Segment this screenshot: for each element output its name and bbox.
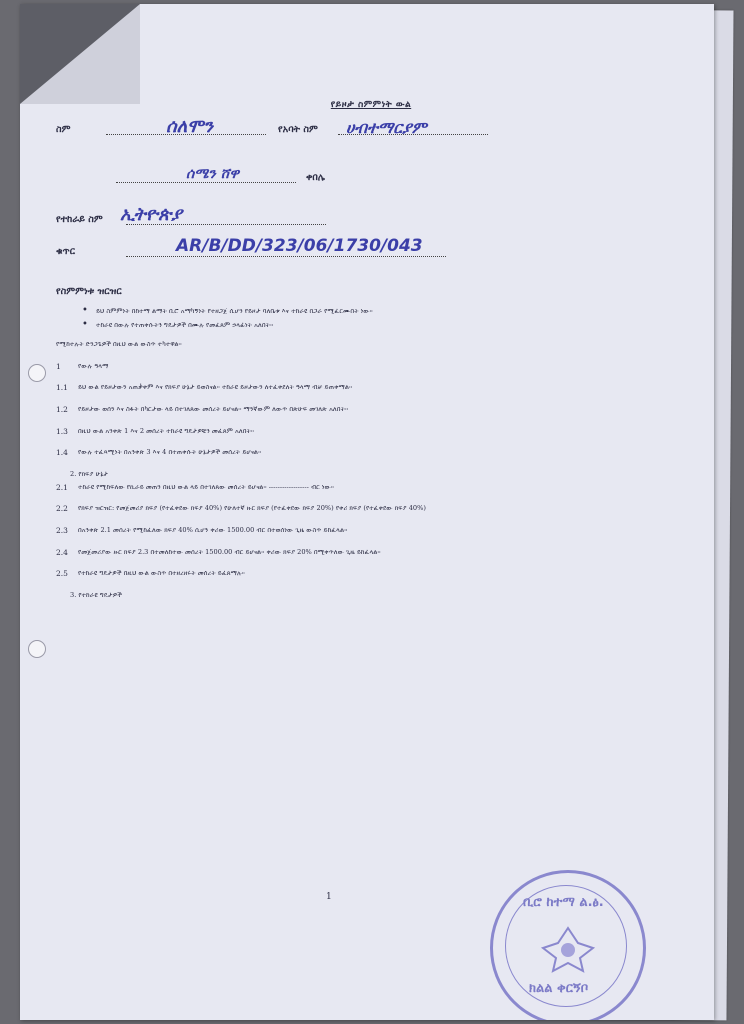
intro-text: የሚከተሉት ድንጋጌዎች በዚህ ውል ውስጥ ተካተዋል፡፡ xyxy=(56,340,182,349)
punch-hole-bottom xyxy=(28,640,46,658)
paragraph-number: 1.4 xyxy=(56,448,68,458)
field-row-1 xyxy=(56,116,686,148)
stamp-text-bottom: ክልል ቀርኝቦ xyxy=(529,981,589,996)
punch-hole-top xyxy=(28,364,46,382)
stamp-text-top: ቢሮ ከተማ ል.ፅ. xyxy=(523,895,604,910)
paragraph-number: 2.2 xyxy=(56,504,68,514)
page-number: 1 xyxy=(326,892,332,902)
paragraph-text: የውሉ ተፈጻሚነት በአንቀጽ 3 እና 4 በተጠቀሱት ሁኔታዎች መሰረት ይሆናል፡፡ xyxy=(78,448,262,457)
paragraph-number: 1.2 xyxy=(56,404,68,414)
paragraph-1-2 xyxy=(56,405,686,415)
document-title: የይዞታ ስምምነት ውል xyxy=(330,100,412,110)
field-row-3 xyxy=(56,204,686,238)
field-row-4 xyxy=(56,236,686,270)
field-label-number: ቁጥር xyxy=(56,246,75,257)
bullet-item-2: • ተከራዩ በውሉ የተጠቀሱትን ግዴታዎች በሙሉ የመፈጸም ኃላፊነት አለበት፡፡ xyxy=(96,321,686,331)
document-body xyxy=(56,100,686,604)
paragraph-text: የተከራዩ ግዴታዎች በዚህ ውል ውስጥ በተዘረዘሩት መሰረት ይፈጸማሉ፡፡ xyxy=(78,569,245,578)
field-label-name: ስም xyxy=(56,124,71,135)
field-value-name: ሰለሞን xyxy=(166,116,214,137)
paragraph-text: በአንቀጽ 2.1 መሰረት የሚከፈለው ክፍያ 40% ሲሆን ቀሪው 1500.00 ብር በተወሰነው ጊዜ ውስጥ ይከፈላል፡፡ xyxy=(78,525,348,534)
paragraph-2-4 xyxy=(56,548,686,558)
official-stamp xyxy=(490,870,646,1020)
bullet-item-1: • ይህ ስምምነት በከተማ ልማት ቢሮ አማካኝነት የተዘጋጀ ሲሆን የይዞታ ባለቤቱ እና ተከራዩ በጋራ የሚፈርሙበት ነው፡፡ xyxy=(96,307,686,317)
field-line-kebele xyxy=(116,182,296,183)
paragraph-2-3 xyxy=(56,526,686,536)
field-value-father: ሀብተማርያም xyxy=(346,118,427,137)
paragraph-number: 2.1 xyxy=(56,482,68,492)
paragraph-number: 1.1 xyxy=(56,383,68,393)
field-label-tenant: የተከራይ ስም xyxy=(56,214,103,225)
paragraph-text: የውሉ ዓላማ xyxy=(78,361,109,370)
paragraph-text: በዚህ ውል አንቀጽ 1 እና 2 መሰረት ተከራዩ ግዴታዎቹን መፈጸም አለበት፡፡ xyxy=(78,426,255,435)
paragraph-number: 1.3 xyxy=(56,426,68,436)
paragraph-number: 2.3 xyxy=(56,525,68,535)
stamp-emblem-icon xyxy=(538,923,598,973)
subsection-3-title: 3. የተከራዩ ግዴታዎች xyxy=(70,590,122,599)
document-page xyxy=(20,4,714,1020)
paragraph-text: የይዞታው ወሰን እና ስፋት በካርታው ላይ በተገለጸው መሰረት ይሆናል፡፡ ማንኛውም ለውጥ በጽሁፍ መገለጽ አለበት፡፡ xyxy=(78,404,349,413)
paragraph-2-5 xyxy=(56,569,686,579)
paragraph-number: 2.5 xyxy=(56,569,68,579)
field-line-number xyxy=(126,256,446,257)
paragraph-text: ተከራዩ የሚከፍለው የኪራይ መጠን በዚህ ውል ላይ በተገለጸው መሰረት ይሆናል፡፡ ------------------ ብር ነው፡፡ xyxy=(78,482,334,491)
paragraph-text: የክፍያ ዝርዝር: የመጀመሪያ ክፍያ (የተፈቀደው ክፍያ 40%) የሁለተኛ ዙር ክፍያ (የተፈቀደው ክፍያ 20%) የቀሪ ክፍያ (የተፈቀደው ክፍያ 40%) xyxy=(78,504,426,513)
field-value-kebele: ሰሜን ሸዋ xyxy=(186,166,239,182)
paragraph-2-1 xyxy=(56,483,686,493)
paragraph-text: ይህ ውል የይዞታውን አጠቃቀም እና የክፍያ ሁኔታ ይወስናል፡፡ ተከራዩ ይዞታውን ለተፈቀደለት ዓላማ ብቻ ይጠቀማል፡፡ xyxy=(78,383,353,392)
paragraph-1-1 xyxy=(56,383,686,393)
field-value-tenant: ኢትዮጵያ xyxy=(120,204,183,225)
field-value-number: AR/B/DD/323/06/1730/043 xyxy=(176,236,423,256)
paragraph-2-2 xyxy=(56,504,686,514)
paragraph-1 xyxy=(56,362,686,372)
paragraph-number: 2.4 xyxy=(56,547,68,557)
field-row-2 xyxy=(56,166,686,196)
field-label-father: የአባት ስም xyxy=(278,124,318,135)
subsection-2-title: 2. የክፍያ ሁኔታ xyxy=(70,469,109,478)
paragraph-text: የመጀመሪያው ዙር ክፍያ 2.3 በተመለከተው መሰረት 1500.00 ብር ይሆናል፡፡ ቀሪው ክፍያ 20% በሚቀጥለው ጊዜ ይከፈላል፡፡ xyxy=(78,547,381,556)
section-title: የስምምነቱ ዝርዝር xyxy=(56,286,122,297)
field-label-kebele: ቀበሌ xyxy=(306,172,325,183)
paragraph-1-4 xyxy=(56,448,686,458)
folded-corner xyxy=(20,4,140,104)
paragraph-number: 1 xyxy=(56,361,61,371)
paragraph-1-3 xyxy=(56,427,686,437)
